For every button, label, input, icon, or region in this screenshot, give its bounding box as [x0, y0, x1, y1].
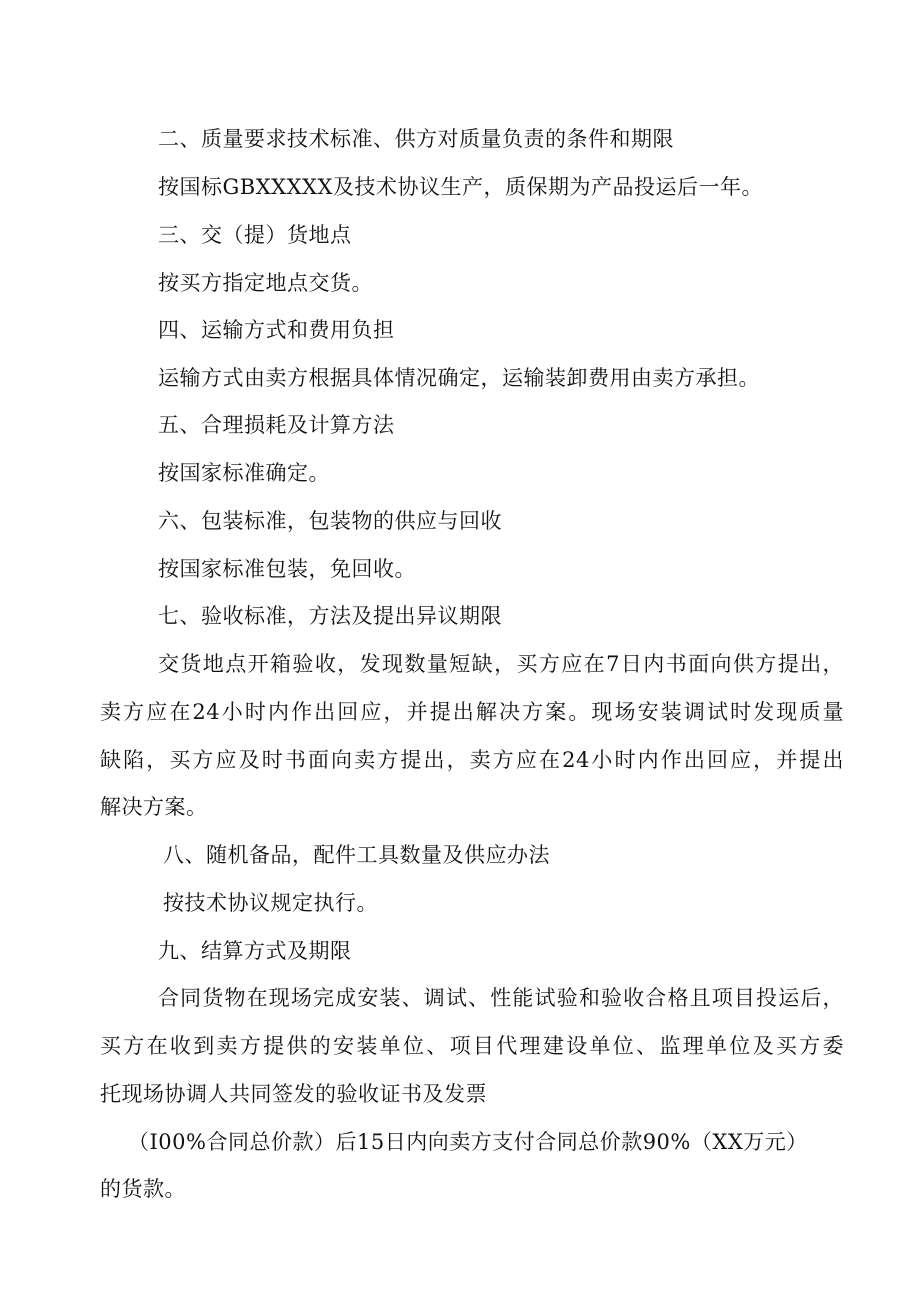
section-2-body: 按国标GBXXXXX及技术协议生产，质保期为产品投运后一年。: [158, 175, 763, 199]
section-4-heading: 四、运输方式和费用负担: [158, 318, 395, 342]
section-6-heading: 六、包装标准，包装物的供应与回收: [158, 509, 502, 533]
section-7-heading: 七、验收标准，方法及提出异议期限: [158, 604, 502, 628]
section-9-body-line-4: （I00%合同总价款）后15日内向卖方支付合同总价款90%（XX万元）: [128, 1130, 808, 1154]
section-8-heading: 八、随机备品，配件工具数量及供应办法: [163, 843, 550, 867]
section-6-body: 按国家标准包装，免回收。: [158, 557, 416, 581]
section-9-body-line-3: 托现场协调人共同签发的验收证书及发票: [100, 1082, 487, 1106]
section-3-body: 按买方指定地点交货。: [158, 271, 373, 295]
section-7-body-line-2: 卖方应在24小时内作出回应，并提出解决方案。现场安装调试时发现质量: [100, 700, 844, 724]
section-7-body-line-3: 缺陷，买方应及时书面向卖方提出，卖方应在24小时内作出回应，并提出: [100, 748, 844, 772]
section-7-body-line-4: 解决方案。: [100, 795, 208, 819]
section-5-body: 按国家标准确定。: [158, 461, 330, 485]
section-9-body-line-2: 买方在收到卖方提供的安装单位、项目代理建设单位、监理单位及买方委: [100, 1034, 844, 1058]
section-5-heading: 五、合理损耗及计算方法: [158, 413, 395, 437]
section-2-heading: 二、质量要求技术标准、供方对质量负责的条件和期限: [158, 127, 674, 151]
section-8-body: 按技术协议规定执行。: [163, 891, 378, 915]
section-3-heading: 三、交（提）货地点: [158, 223, 352, 247]
section-7-body-line-1: 交货地点开箱验收，发现数量短缺，买方应在7日内书面向供方提出，: [158, 652, 844, 676]
section-9-body-line-5: 的货款。: [100, 1177, 186, 1201]
section-4-body: 运输方式由卖方根据具体情况确定，运输装卸费用由卖方承担。: [158, 366, 760, 390]
section-9-heading: 九、结算方式及期限: [158, 939, 352, 963]
section-9-body-line-1: 合同货物在现场完成安装、调试、性能试验和验收合格且项目投运后，: [158, 986, 844, 1010]
